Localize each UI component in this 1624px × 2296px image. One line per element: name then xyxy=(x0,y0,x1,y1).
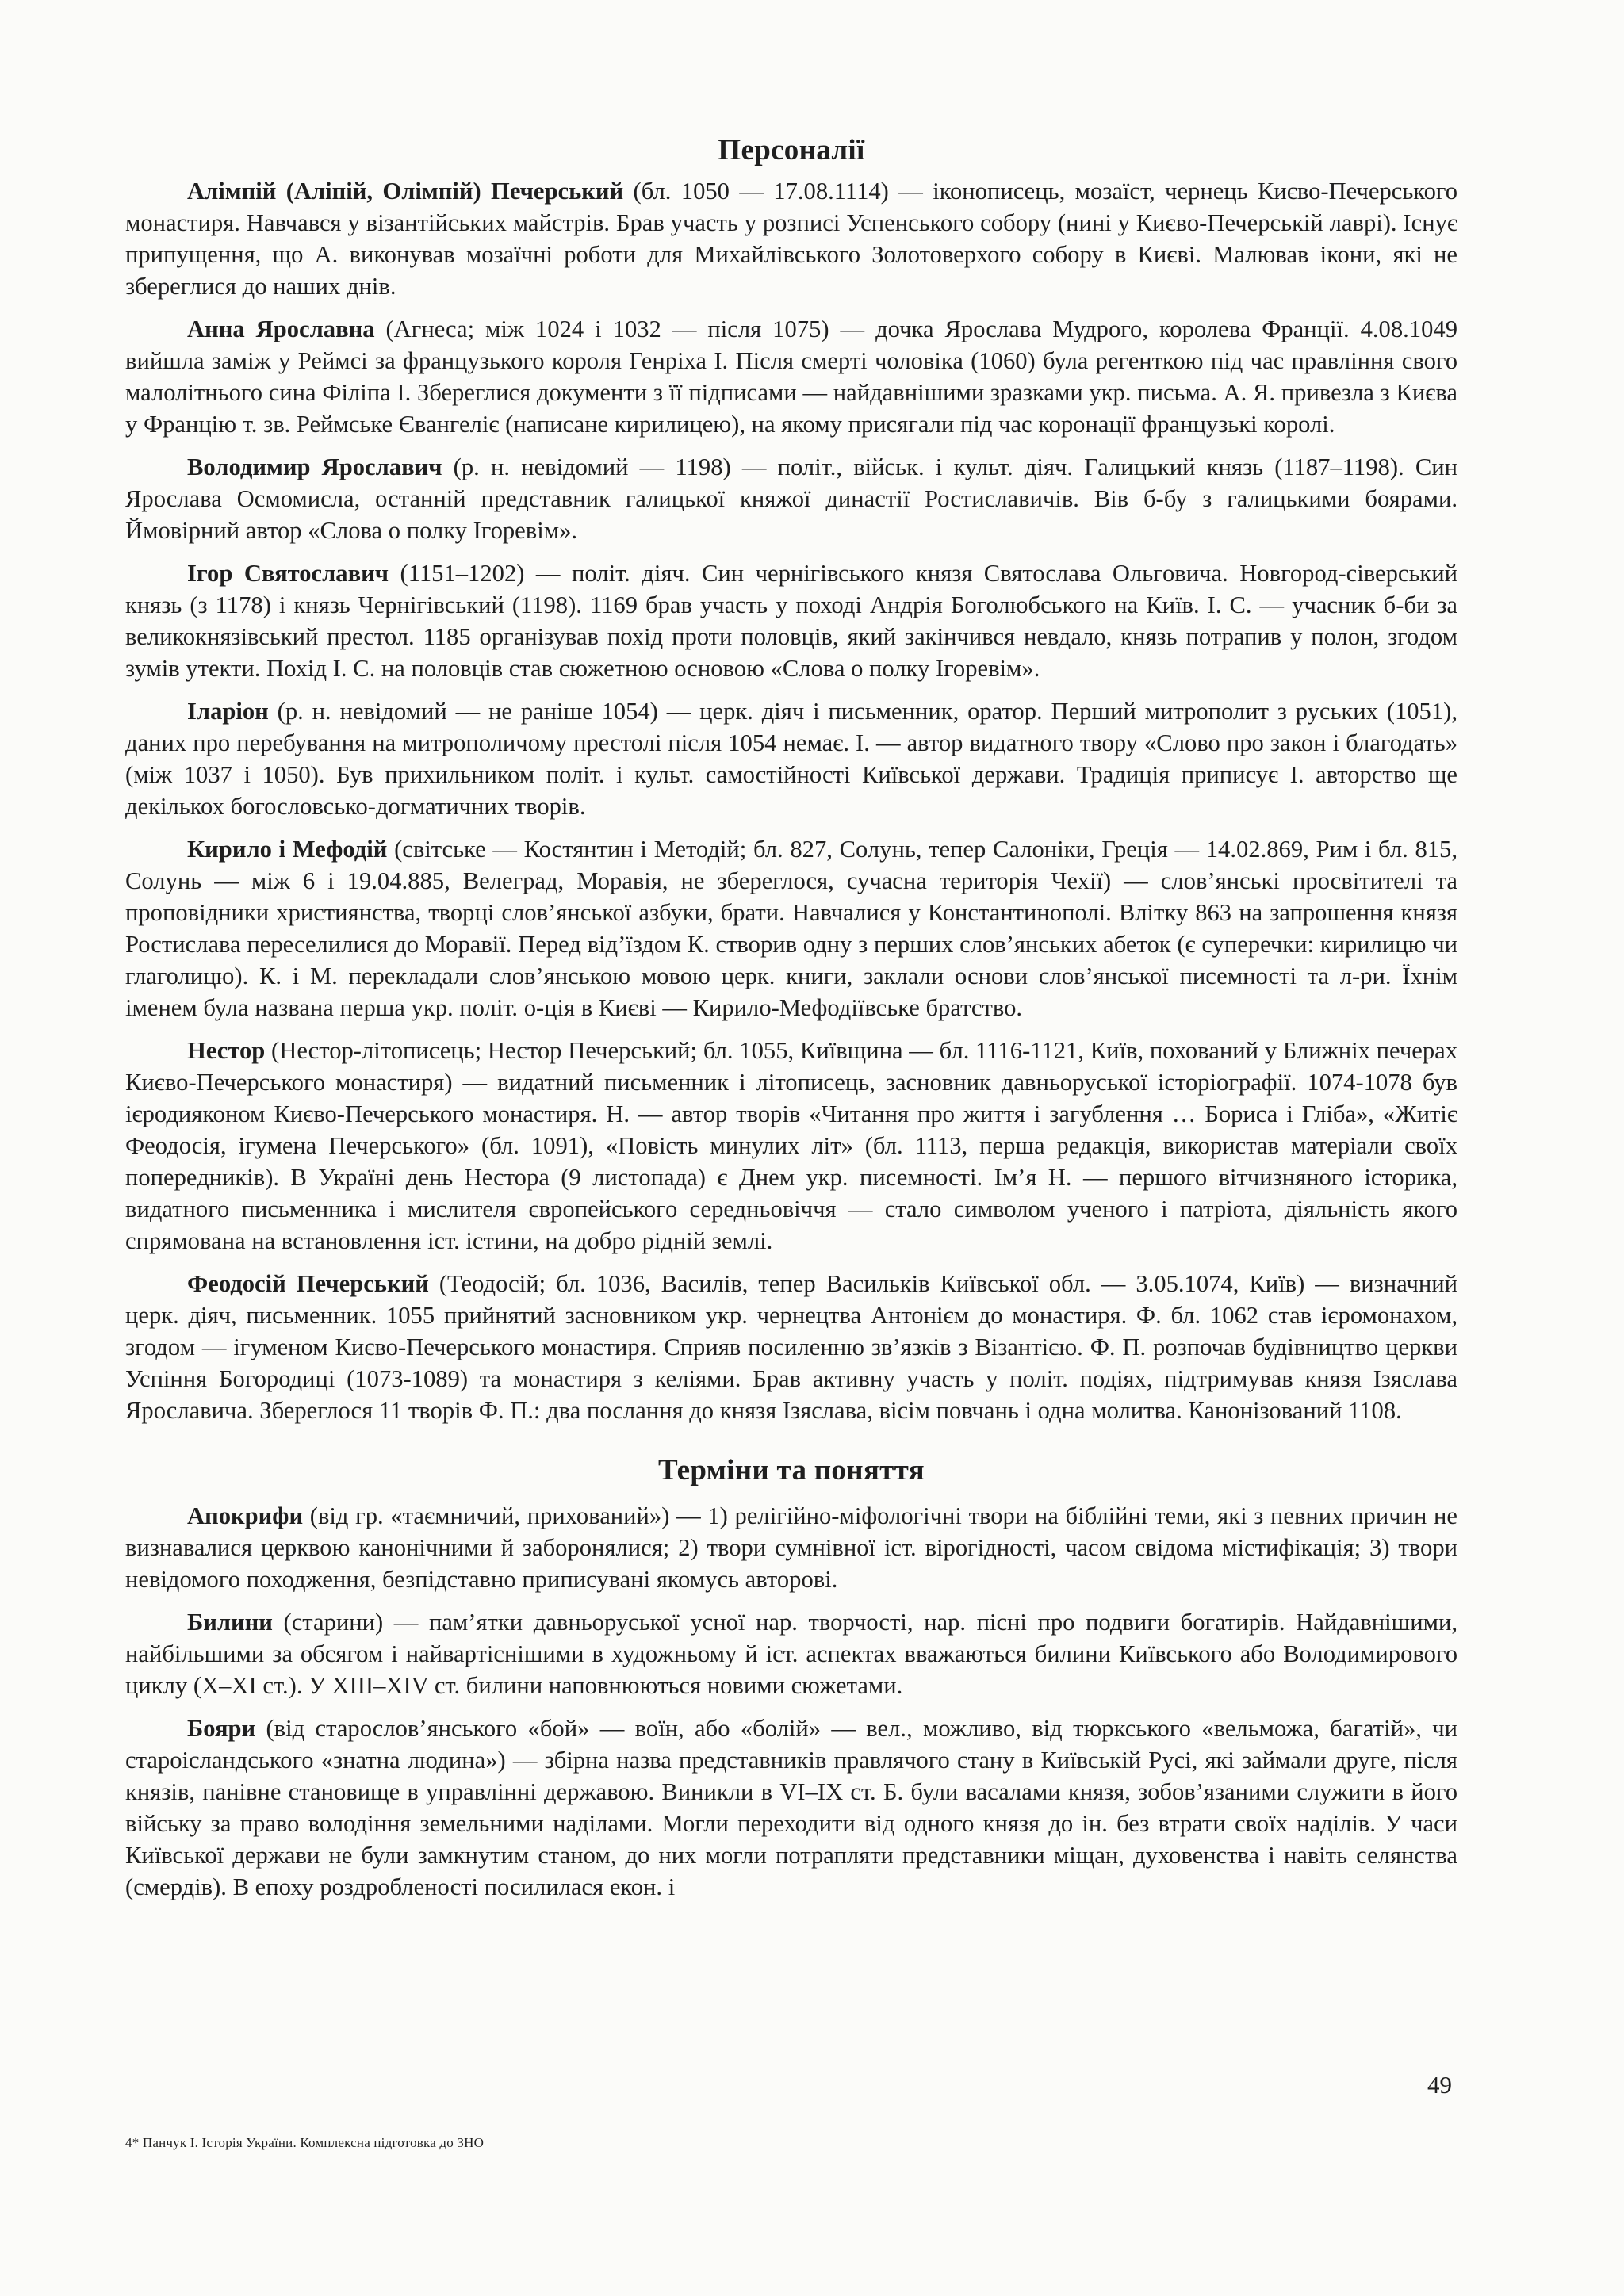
entry-anna-yaroslavna xyxy=(125,313,1457,440)
entry-term: Феодосій Печерський xyxy=(187,1270,429,1297)
entry-ilarion xyxy=(125,695,1457,822)
entry-feodosii-pecherskyi xyxy=(125,1268,1457,1426)
entry-term: Анна Ярославна xyxy=(187,316,375,342)
entry-term: Іларіон xyxy=(187,698,269,725)
entry-boiary xyxy=(125,1712,1457,1903)
entry-term: Ігор Святославич xyxy=(187,560,389,587)
entry-ihor-sviatoslavych xyxy=(125,557,1457,684)
entry-text: (від гр. «таємничий, прихований») — 1) релігійно-міфологічні твори на біблійні теми, які з певних причин не визнавалися церквою канонічними й заборонялися; 2) твори сумнівної іст. вірогідності, часом свідома містифікація; 3) твори невідомого походження, безпідставно приписувані якомусь авторові. xyxy=(125,1502,1457,1593)
entry-text: (старини) — пам’ятки давньоруської усної нар. творчості, нар. пісні про подвиги богатирів. Найдавнішими, найбільшими за обсягом і найвартіснішими в художньому й іст. аспектах вважаються билини Київського або Володимирового циклу (X–XI ст.). У XIII–XIV ст. билини наповнюються новими сюжетами. xyxy=(125,1609,1457,1699)
page-number: 49 xyxy=(1427,2071,1452,2099)
entry-term: Бояри xyxy=(187,1715,256,1742)
entry-alimpii xyxy=(125,175,1457,302)
entry-volodymyr-yaroslavych xyxy=(125,451,1457,546)
entry-text: (1151–1202) — політ. діяч. Син чернігівського князя Святослава Ольговича. Новгород-сіверський князь (з 1178) і князь Чернігівський (1198). 1169 брав участь у поході Андрія Боголюбського на Київ. І. С. — учасник б-би за великокнязівський престол. 1185 організував похід проти половців, який закінчився невдало, князь потрапив у полон, згодом зумів утекти. Похід І. С. на половців став сюжетною основою «Слова о полку Ігоревім». xyxy=(125,560,1457,682)
entry-nestor xyxy=(125,1035,1457,1257)
entry-term: Алімпій (Аліпій, Олімпій) Печерський xyxy=(187,178,624,205)
entry-term: Нестор xyxy=(187,1037,266,1064)
entry-text: (Агнеса; між 1024 і 1032 — після 1075) — дочка Ярослава Мудрого, королева Франції. 4.08.1049 вийшла заміж у Реймсі за французького короля Генріха І. Після смерті чоловіка (1060) була регенткою під час правління свого малолітнього сина Філіпа І. Збереглися документи з її підписами — найдавнішими зразками укр. письма. А. Я. привезла з Києва у Францію т. зв. Реймське Євангеліє (написане кирилицею), на якому присягали під час коронації французькі королі. xyxy=(125,316,1457,438)
entry-text: (Теодосій; бл. 1036, Василів, тепер Васильків Київської обл. — 3.05.1074, Київ) — визначний церк. діяч, письменник. 1055 прийнятий засновником укр. чернецтва Антонієм до монастиря. Ф. бл. 1062 став ієромонахом, згодом — ігуменом Києво-Печерського монастиря. Сприяв посиленню зв’язків з Візантією. Ф. П. розпочав будівництво церкви Успіння Богородиці (1073-1089) та монастиря з келіями. Брав активну участь у політ. подіях, підтримував князя Ізяслава Ярославича. Збереглося 11 творів Ф. П.: два послання до князя Ізяслава, вісім повчань і одна молитва. Канонізований 1108. xyxy=(125,1270,1457,1424)
entry-kyrylo-i-mefodii xyxy=(125,833,1457,1024)
entry-apokryfy xyxy=(125,1500,1457,1595)
entry-term: Володимир Ярославич xyxy=(187,453,442,480)
entry-text: (р. н. невідомий — 1198) — політ., військ. і культ. діяч. Галицький князь (1187–1198). Син Ярослава Осмомисла, останній представник галицької княжої династії Ростиславичів. Вів б-бу з галицькими боярами. Ймовірний автор «Слова о полку Ігоревім». xyxy=(125,453,1457,544)
entry-term: Апокрифи xyxy=(187,1502,304,1529)
entry-text: (бл. 1050 — 17.08.1114) — іконописець, мозаїст, чернець Києво-Печерського монастиря. Навчався у візантійських майстрів. Брав участь у розписі Успенського собору (нині у Києво-Печерській лаврі). Існує припущення, що А. виконував мозаїчні роботи для Михайлівського Золотоверхого собору в Києві. Малював ікони, які не збереглися до наших днів. xyxy=(125,178,1457,300)
page-content xyxy=(125,133,1457,1914)
entry-text: (Нестор-літописець; Нестор Печерський; бл. 1055, Київщина — бл. 1116-1121, Київ, похований у Ближніх печерах Києво-Печерського монастиря) — видатний письменник і літописець, засновник давньоруської історіографії. 1074-1078 був ієродияконом Києво-Печерського монастиря. Н. — автор творів «Читання про життя і загублення … Бориса і Гліба», «Житіє Феодосія, ігумена Печерського» (бл. 1091), «Повість минулих літ» (бл. 1113, перша редакція, використав матеріали своїх попередників). В Україні день Нестора (9 листопада) є Днем укр. писемності. Ім’я Н. — першого вітчизняного історика, видатного письменника і мислителя європейського середньовіччя — стало символом ученого і патріота, діяльність якого спрямована на встановлення іст. істини, на добро рідній землі. xyxy=(125,1037,1457,1254)
entry-term: Билини xyxy=(187,1609,273,1636)
entry-text: (р. н. невідомий — не раніше 1054) — церк. діяч і письменник, оратор. Перший митрополит з руських (1051), даних про перебування на митрополичому престолі після 1054 немає. І. — автор видатного твору «Слово про закон і благодать» (між 1037 і 1050). Був прихильником політ. і культ. самостійності Київської держави. Традиція приписує І. авторство ще декількох богословсько-догматичних творів. xyxy=(125,698,1457,820)
section-title-personalities: Персоналії xyxy=(718,134,865,166)
entry-bylyny xyxy=(125,1606,1457,1701)
footer-source-note: 4* Панчук І. Історія України. Комплексна підготовка до ЗНО xyxy=(125,2135,485,2150)
entry-term: Кирило і Мефодій xyxy=(187,836,388,863)
section-title-terms: Терміни та поняття xyxy=(658,1454,925,1487)
entry-text: (світське — Костянтин і Методій; бл. 827, Солунь, тепер Салоніки, Греція — 14.02.869, Рим і бл. 815, Солунь — між 6 і 19.04.885, Велеград, Моравія, не збереглося, сучасна територія Чехії) — слов’янські просвітителі та проповідники християнства, творці слов’янської азбуки, брати. Навчалися у Константинополі. Влітку 863 на запрошення князя Ростислава переселилися до Моравії. Перед від’їздом К. створив одну з перших слов’янських абеток (є суперечки: кирилицю чи глаголицю). К. і М. перекладали слов’янською мовою церк. книги, заклали основи слов’янської писемності та л-ри. Їхнім іменем була названа перша укр. політ. о-ція в Києві — Кирило-Мефодіївське братство. xyxy=(125,836,1457,1021)
entry-text: (від старослов’янського «бой» — воїн, або «болій» — вел., можливо, від тюркського «вельможа, багатій», чи староісландського «знатна людина») — збірна назва представників правлячого стану в Київській Русі, які займали друге, після князів, панівне становище в управлінні державою. Виникли в VI–IX ст. Б. були васалами князя, зобов’язаними служити в його війську за право володіння земельними наділами. Могли переходити від одного князя до ін. без втрати своїх наділів. У часи Київської держави не були замкнутим станом, до них могли потрапляти представники міщан, духовенства і навіть селянства (смердів). В епоху роздробленості посилилася екон. і xyxy=(125,1715,1457,1900)
